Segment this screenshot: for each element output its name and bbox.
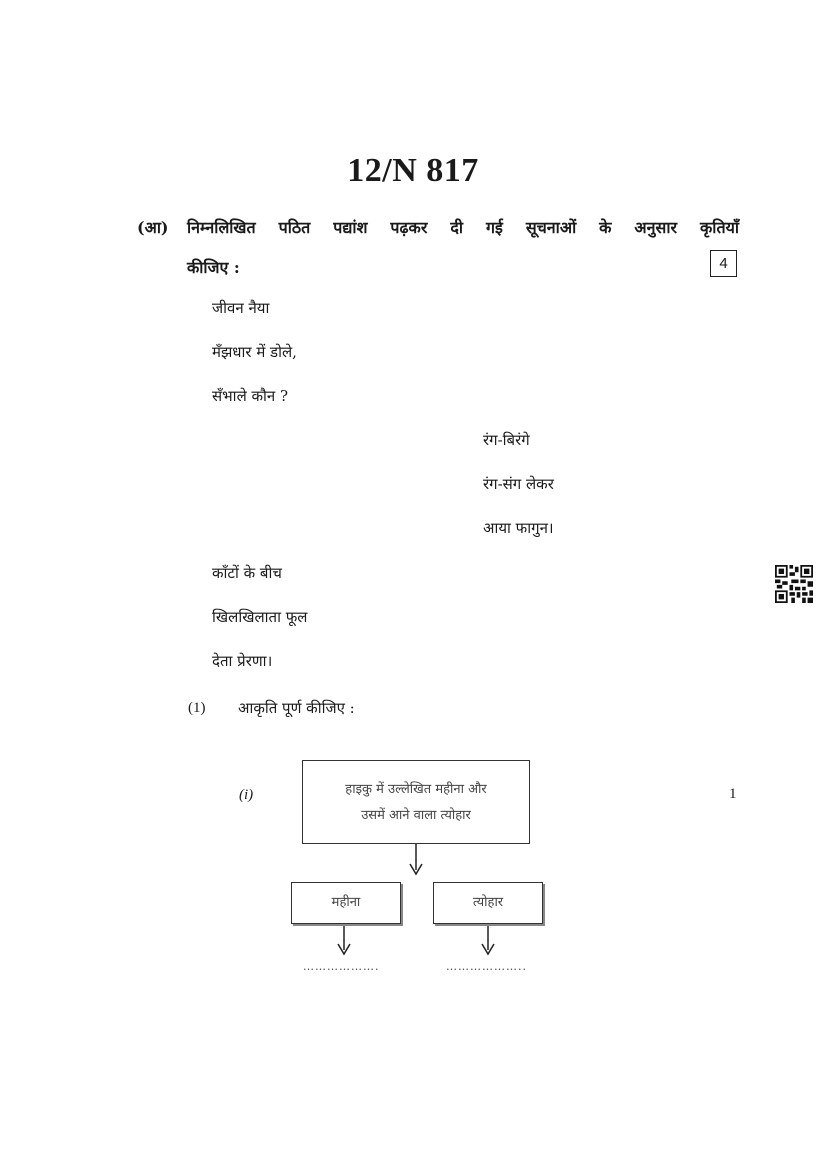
subquestion-number: (1) [188, 700, 206, 716]
diagram-main-box [302, 760, 530, 844]
diagram-main-text-line1: हाइकु में उल्लेखित महीना और [345, 782, 487, 797]
poem-line: सँभाले कौन ? [212, 387, 289, 405]
poem-line: रंग-संग लेकर [483, 475, 554, 493]
part-label: (i) [239, 787, 254, 803]
part-marks: 1 [729, 786, 737, 802]
question-text-continued: कीजिए : [187, 258, 240, 277]
poem-line: आया फागुन। [483, 519, 554, 537]
poem-line: काँटों के बीच [212, 564, 282, 582]
subquestion-text: आकृति पूर्ण कीजिए : [238, 699, 355, 717]
festival-answer-blank: ……………….. [446, 960, 527, 973]
poem-line: जीवन नैया [212, 299, 270, 317]
poem-line: खिलखिलाता फूल [212, 608, 308, 626]
marks-box: 4 [710, 250, 737, 277]
question-text: निम्नलिखित पठित पद्यांश पढ़कर दी गई सूचनाओं के अनुसार कृतियाँ [187, 218, 739, 237]
paper-code: 12/N 817 [347, 152, 479, 189]
poem-line: मँझधार में डोले, [212, 343, 297, 361]
poem-line: रंग-बिरंगे [483, 431, 530, 449]
poem-line: देता प्रेरणा। [212, 652, 273, 670]
month-box: महीना [291, 882, 401, 924]
month-answer-blank: ………………. [303, 960, 380, 973]
question-label: (आ) [137, 218, 169, 237]
qr-code-icon [775, 565, 813, 603]
festival-box: त्योहार [433, 882, 543, 924]
diagram-main-text-line2: उसमें आने वाला त्योहार [361, 808, 471, 823]
